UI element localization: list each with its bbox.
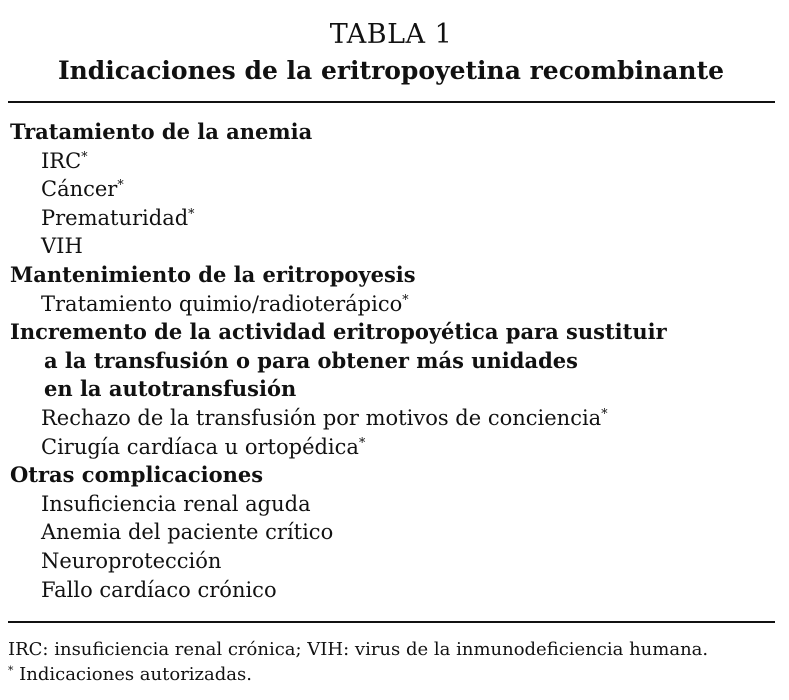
authorized-mark: * [8,664,14,678]
section-heading: Otras complicaciones [10,462,264,488]
item-text: Cáncer [41,177,118,202]
table-body [10,118,775,604]
item-text: VIH [41,234,83,259]
authorized-mark: * [188,205,195,221]
item-text: Anemia del paciente crítico [41,520,334,545]
item-text: Tratamiento quimio/radioterápico [41,291,403,316]
table-footnotes [8,637,783,687]
list-item [10,547,775,576]
list-item [10,576,775,605]
list-item [10,290,775,319]
list-item [10,433,775,462]
bottom-rule [8,621,775,623]
section-heading-continued: a la transfusión o para obtener más unidades [44,347,578,373]
list-item [10,518,775,547]
list-item [10,490,775,519]
authorized-mark: * [358,434,366,450]
list-item [10,404,775,433]
authorized-mark: * [81,148,88,164]
item-text: Cirugía cardíaca u ortopédica [41,434,359,459]
authorized-mark: * [601,406,608,422]
authorized-footnote-text: Indicaciones autorizadas. [13,664,252,685]
list-item [10,147,775,176]
section-heading: Tratamiento de la anemia [10,119,313,144]
item-text: Rechazo de la transfusión por motivos de conciencia [41,405,602,430]
item-text: Fallo cardíaco crónico [41,577,277,602]
section-heading: Mantenimiento de la eritropoyesis [10,261,416,287]
item-text: Prematuridad [41,205,189,230]
list-item [10,232,775,261]
section-heading-continued: en la autotransfusión [44,376,297,402]
list-item [10,175,775,204]
section-heading: Incremento de la actividad eritropoyética para sustituir [10,319,667,345]
table-number: TABLA 1 [329,19,453,50]
item-text: Neuroprotección [41,548,222,573]
item-text: Insuficiencia renal aguda [41,491,311,516]
table-title: Indicaciones de la eritropoyetina recombinante [57,56,725,85]
authorized-mark: * [117,177,124,193]
authorized-mark: * [402,291,409,307]
top-rule [8,101,775,103]
item-text: IRC [41,148,82,173]
list-item [10,204,775,233]
authorized-footnote [8,662,783,687]
abbreviations-footnote: IRC: insuficiencia renal crónica; VIH: virus de la inmunodeficiencia humana. [8,639,709,660]
